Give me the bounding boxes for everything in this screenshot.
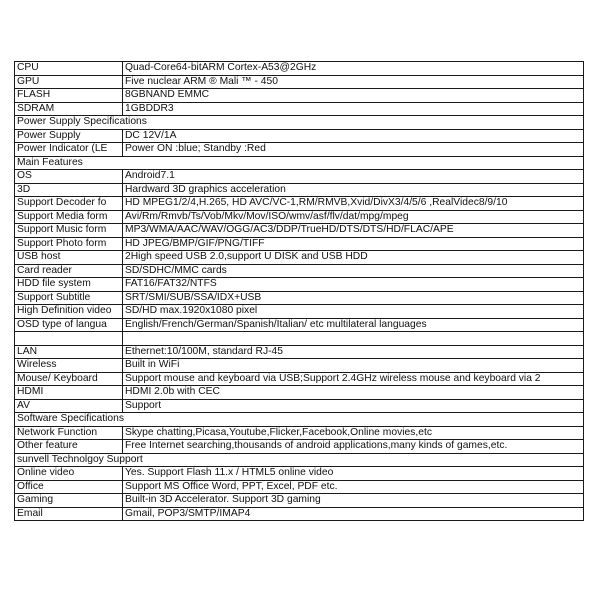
spec-row bbox=[15, 318, 584, 332]
spec-label: Email bbox=[15, 507, 123, 521]
spec-row bbox=[15, 372, 584, 386]
spec-row bbox=[15, 480, 584, 494]
spec-label bbox=[15, 332, 123, 346]
spec-value: Built-in 3D Accelerator. Support 3D gaming bbox=[123, 494, 584, 508]
spec-label: Support Subtitle bbox=[15, 291, 123, 305]
spec-value: 8GBNAND EMMC bbox=[123, 89, 584, 103]
spec-row bbox=[15, 183, 584, 197]
spec-value: SD/SDHC/MMC cards bbox=[123, 264, 584, 278]
spec-row bbox=[15, 386, 584, 400]
spec-value: HD JPEG/BMP/GIF/PNG/TIFF bbox=[123, 237, 584, 251]
spec-value: Ethernet:10/100M, standard RJ-45 bbox=[123, 345, 584, 359]
spec-value bbox=[123, 332, 584, 346]
spec-label: Mouse/ Keyboard bbox=[15, 372, 123, 386]
spec-value: Avi/Rm/Rmvb/Ts/Vob/Mkv/Mov/ISO/wmv/asf/flv/dat/mpg/mpeg bbox=[123, 210, 584, 224]
spec-row bbox=[15, 332, 584, 346]
spec-row bbox=[15, 305, 584, 319]
section-row bbox=[15, 116, 584, 130]
spec-label: AV bbox=[15, 399, 123, 413]
spec-row bbox=[15, 210, 584, 224]
spec-row bbox=[15, 467, 584, 481]
spec-value: Support MS Office Word, PPT, Excel, PDF etc. bbox=[123, 480, 584, 494]
spec-label: FLASH bbox=[15, 89, 123, 103]
spec-label: Support Photo form bbox=[15, 237, 123, 251]
spec-value: 1GBDDR3 bbox=[123, 102, 584, 116]
spec-label: LAN bbox=[15, 345, 123, 359]
spec-label: Gaming bbox=[15, 494, 123, 508]
spec-value: Support mouse and keyboard via USB;Support 2.4GHz wireless mouse and keyboard via 2 bbox=[123, 372, 584, 386]
spec-row bbox=[15, 291, 584, 305]
spec-value: English/French/German/Spanish/Italian/ etc multilateral languages bbox=[123, 318, 584, 332]
section-heading: sunvell Technolgoy Support bbox=[15, 453, 584, 467]
section-heading: Power Supply Specifications bbox=[15, 116, 584, 130]
spec-row bbox=[15, 264, 584, 278]
spec-row bbox=[15, 170, 584, 184]
spec-row bbox=[15, 75, 584, 89]
spec-row bbox=[15, 197, 584, 211]
spec-value: Free Internet searching,thousands of android applications,many kinds of games,etc. bbox=[123, 440, 584, 454]
spec-value: HD MPEG1/2/4,H.265, HD AVC/VC-1,RM/RMVB,Xvid/DivX3/4/5/6 ,RealVidec8/9/10 bbox=[123, 197, 584, 211]
spec-value: DC 12V/1A bbox=[123, 129, 584, 143]
spec-row bbox=[15, 143, 584, 157]
spec-value: MP3/WMA/AAC/WAV/OGG/AC3/DDP/TrueHD/DTS/DTS/HD/FLAC/APE bbox=[123, 224, 584, 238]
spec-label: Support Decoder fo bbox=[15, 197, 123, 211]
spec-value: SRT/SMI/SUB/SSA/IDX+USB bbox=[123, 291, 584, 305]
spec-label: Online video bbox=[15, 467, 123, 481]
spec-value: Power ON :blue; Standby :Red bbox=[123, 143, 584, 157]
spec-label: Card reader bbox=[15, 264, 123, 278]
spec-row bbox=[15, 224, 584, 238]
spec-label: Office bbox=[15, 480, 123, 494]
spec-row bbox=[15, 251, 584, 265]
spec-label: OS bbox=[15, 170, 123, 184]
section-heading: Main Features bbox=[15, 156, 584, 170]
spec-value: HDMI 2.0b with CEC bbox=[123, 386, 584, 400]
spec-sheet bbox=[14, 61, 583, 521]
spec-label: Support Music form bbox=[15, 224, 123, 238]
spec-row bbox=[15, 440, 584, 454]
section-row bbox=[15, 413, 584, 427]
section-row bbox=[15, 453, 584, 467]
spec-value: Hardward 3D graphics acceleration bbox=[123, 183, 584, 197]
spec-value: Android7.1 bbox=[123, 170, 584, 184]
spec-value: 2High speed USB 2.0,support U DISK and USB HDD bbox=[123, 251, 584, 265]
spec-label: HDD file system bbox=[15, 278, 123, 292]
spec-value: Built in WiFi bbox=[123, 359, 584, 373]
spec-row bbox=[15, 129, 584, 143]
spec-value: Five nuclear ARM ® Mali ™ - 450 bbox=[123, 75, 584, 89]
spec-row bbox=[15, 507, 584, 521]
spec-label: Support Media form bbox=[15, 210, 123, 224]
spec-row bbox=[15, 102, 584, 116]
spec-row bbox=[15, 62, 584, 76]
spec-value: Support bbox=[123, 399, 584, 413]
spec-table bbox=[14, 61, 584, 521]
spec-label: USB host bbox=[15, 251, 123, 265]
spec-value: Gmail, POP3/SMTP/IMAP4 bbox=[123, 507, 584, 521]
spec-label: High Definition video bbox=[15, 305, 123, 319]
spec-row bbox=[15, 345, 584, 359]
spec-label: Power Indicator (LE bbox=[15, 143, 123, 157]
spec-label: OSD type of langua bbox=[15, 318, 123, 332]
spec-label: Other feature bbox=[15, 440, 123, 454]
spec-row bbox=[15, 359, 584, 373]
spec-row bbox=[15, 399, 584, 413]
spec-label: 3D bbox=[15, 183, 123, 197]
spec-table-body bbox=[15, 62, 584, 521]
spec-value: Yes. Support Flash 11.x / HTML5 online video bbox=[123, 467, 584, 481]
spec-row bbox=[15, 237, 584, 251]
spec-label: CPU bbox=[15, 62, 123, 76]
spec-row bbox=[15, 278, 584, 292]
spec-row bbox=[15, 494, 584, 508]
spec-label: SDRAM bbox=[15, 102, 123, 116]
spec-label: Wireless bbox=[15, 359, 123, 373]
spec-value: SD/HD max.1920x1080 pixel bbox=[123, 305, 584, 319]
spec-value: FAT16/FAT32/NTFS bbox=[123, 278, 584, 292]
spec-label: GPU bbox=[15, 75, 123, 89]
section-row bbox=[15, 156, 584, 170]
spec-label: Network Function bbox=[15, 426, 123, 440]
section-heading: Software Specifications bbox=[15, 413, 584, 427]
spec-label: HDMI bbox=[15, 386, 123, 400]
spec-label: Power Supply bbox=[15, 129, 123, 143]
spec-value: Quad-Core64-bitARM Cortex-A53@2GHz bbox=[123, 62, 584, 76]
spec-row bbox=[15, 426, 584, 440]
spec-value: Skype chatting,Picasa,Youtube,Flicker,Facebook,Online movies,etc bbox=[123, 426, 584, 440]
spec-row bbox=[15, 89, 584, 103]
